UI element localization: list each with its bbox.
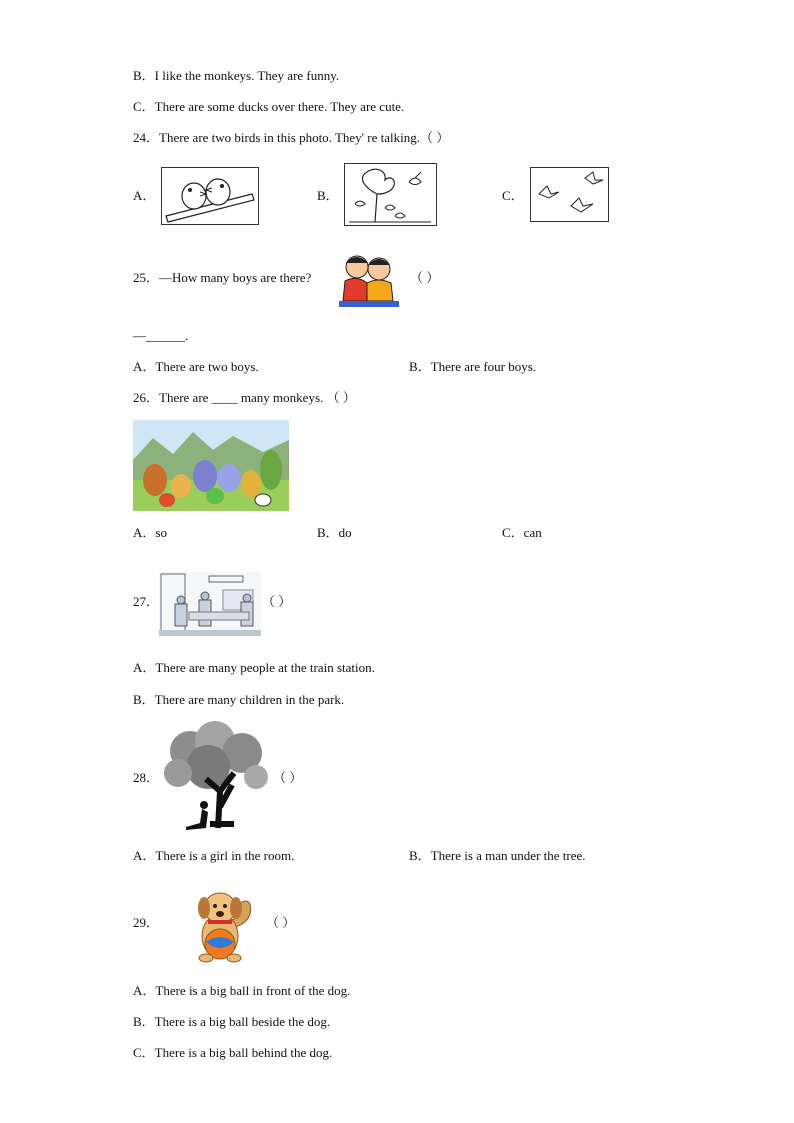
q27-train-image bbox=[159, 572, 261, 636]
q25-question: 25．—How many boys are there? bbox=[133, 270, 312, 285]
q24-option-a-label: A． bbox=[133, 188, 156, 203]
q23-option-c: C．There are some ducks over there. They are cute. bbox=[133, 99, 405, 114]
q25-paren: （ ） bbox=[410, 270, 440, 285]
q29-paren: （ ） bbox=[266, 915, 296, 930]
q23-option-b: B．I like the monkeys. They are funny. bbox=[133, 68, 340, 83]
q25-option-b: B．There are four boys. bbox=[409, 359, 537, 374]
q27-paren: （ ） bbox=[262, 594, 292, 609]
q26-option-b: B．do bbox=[317, 525, 352, 540]
q25-boys-image bbox=[333, 247, 405, 309]
q29-option-c: C．There is a big ball behind the dog. bbox=[133, 1045, 333, 1060]
q24-option-b-image bbox=[344, 163, 437, 226]
q24-option-c-image bbox=[530, 167, 609, 222]
q24-question: 24．There are two birds in this photo. They' re talking.（ ） bbox=[133, 130, 450, 145]
q27-option-b: B．There are many children in the park. bbox=[133, 692, 345, 707]
q29-option-a: A．There is a big ball in front of the dog. bbox=[133, 983, 351, 998]
q28-paren: （ ） bbox=[273, 770, 303, 785]
q25-answer-blank: —______. bbox=[133, 328, 189, 343]
q27-number: 27． bbox=[133, 594, 160, 609]
q26-question: 26．There are ____ many monkeys. （ ） bbox=[133, 390, 356, 405]
q28-option-a: A．There is a girl in the room. bbox=[133, 848, 295, 863]
q26-option-c: C．can bbox=[502, 525, 542, 540]
q25-option-a: A．There are two boys. bbox=[133, 359, 259, 374]
q28-option-b: B．There is a man under the tree. bbox=[409, 848, 586, 863]
q24-option-a-image bbox=[161, 167, 259, 225]
q28-number: 28． bbox=[133, 770, 160, 785]
q29-number: 29． bbox=[133, 915, 160, 930]
q28-tree-image bbox=[160, 721, 270, 830]
q24-option-b-label: B． bbox=[317, 188, 339, 203]
q26-animals-image bbox=[133, 420, 289, 511]
q29-option-b: B．There is a big ball beside the dog. bbox=[133, 1014, 331, 1029]
q29-dog-image bbox=[192, 888, 256, 964]
q26-option-a: A．so bbox=[133, 525, 167, 540]
q27-option-a: A．There are many people at the train station. bbox=[133, 660, 375, 675]
q24-option-c-label: C． bbox=[502, 188, 524, 203]
